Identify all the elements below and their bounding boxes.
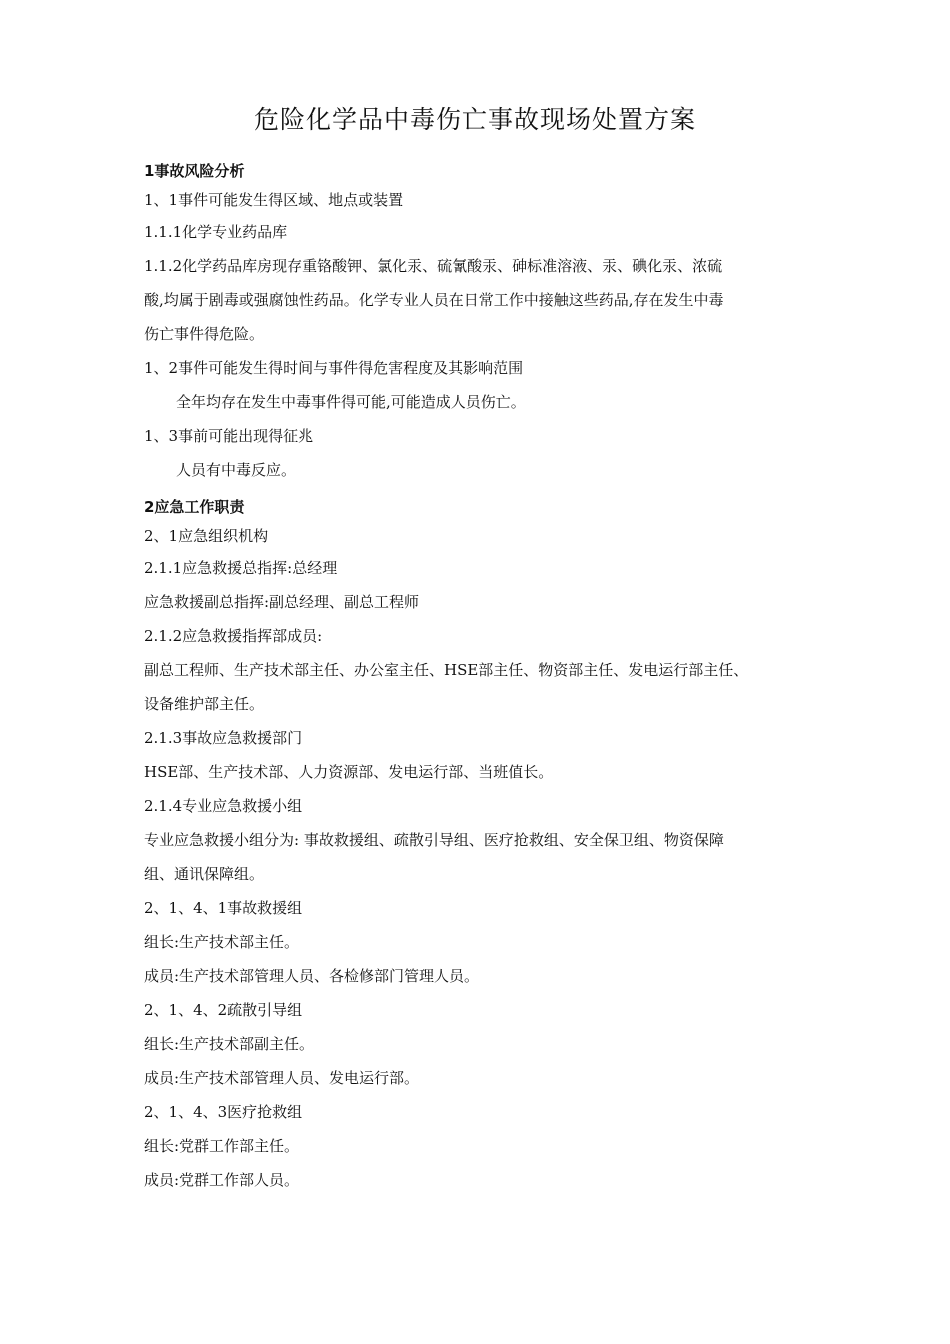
paragraph: 2.1.2应急救援指挥部成员: [144,627,323,645]
paragraph: 2.1.1应急救援总指挥:总经理 [144,559,338,577]
paragraph: 成员:生产技术部管理人员、各检修部门管理人员。 [144,967,480,985]
paragraph: 组、通讯保障组。 [144,865,265,883]
paragraph: 组长:党群工作部主任。 [144,1137,300,1155]
paragraph: 2、1应急组织机构 [144,527,269,545]
paragraph: 设备维护部主任。 [144,695,265,713]
paragraph: 组长:生产技术部副主任。 [144,1035,315,1053]
document-title: 危险化学品中毒伤亡事故现场处置方案 [253,105,696,134]
paragraph: 伤亡事件得危险。 [144,325,265,343]
paragraph: 1.1.1化学专业药品库 [144,223,288,241]
paragraph: 酸,均属于剧毒或强腐蚀性药品。化学专业人员在日常工作中接触这些药品,存在发生中毒 [144,291,724,309]
paragraph: 1、2事件可能发生得时间与事件得危害程度及其影响范围 [144,359,524,377]
paragraph: 应急救援副总指挥:副总经理、副总工程师 [144,593,420,611]
paragraph: 专业应急救援小组分为: 事故救援组、疏散引导组、医疗抢救组、安全保卫组、物资保障 [144,831,724,849]
paragraph: 2.1.4专业应急救援小组 [144,797,303,815]
section-heading-2: 2应急工作职责 [144,498,245,516]
paragraph: 2、1、4、2疏散引导组 [144,1001,303,1019]
paragraph: 1、1事件可能发生得区域、地点或装置 [144,191,404,209]
paragraph: 1、3事前可能出现得征兆 [144,427,314,445]
paragraph: 1.1.2化学药品库房现存重铬酸钾、氯化汞、硫氰酸汞、砷标准溶液、汞、碘化汞、浓硫 [144,257,723,275]
paragraph: 2、1、4、1事故救援组 [144,899,303,917]
paragraph: 成员:党群工作部人员。 [144,1171,300,1189]
paragraph: 组长:生产技术部主任。 [144,933,300,951]
paragraph: 副总工程师、生产技术部主任、办公室主任、HSE部主任、物资部主任、发电运行部主任、 [144,661,749,679]
section-heading-1: 1事故风险分析 [144,162,245,180]
paragraph: HSE部、生产技术部、人力资源部、发电运行部、当班值长。 [144,763,554,781]
paragraph: 成员:生产技术部管理人员、发电运行部。 [144,1069,420,1087]
paragraph: 人员有中毒反应。 [176,461,297,479]
document-body [144,157,824,1197]
paragraph: 全年均存在发生中毒事件得可能,可能造成人员伤亡。 [176,393,526,411]
paragraph: 2.1.3事故应急救援部门 [144,729,303,747]
paragraph: 2、1、4、3医疗抢救组 [144,1103,303,1121]
